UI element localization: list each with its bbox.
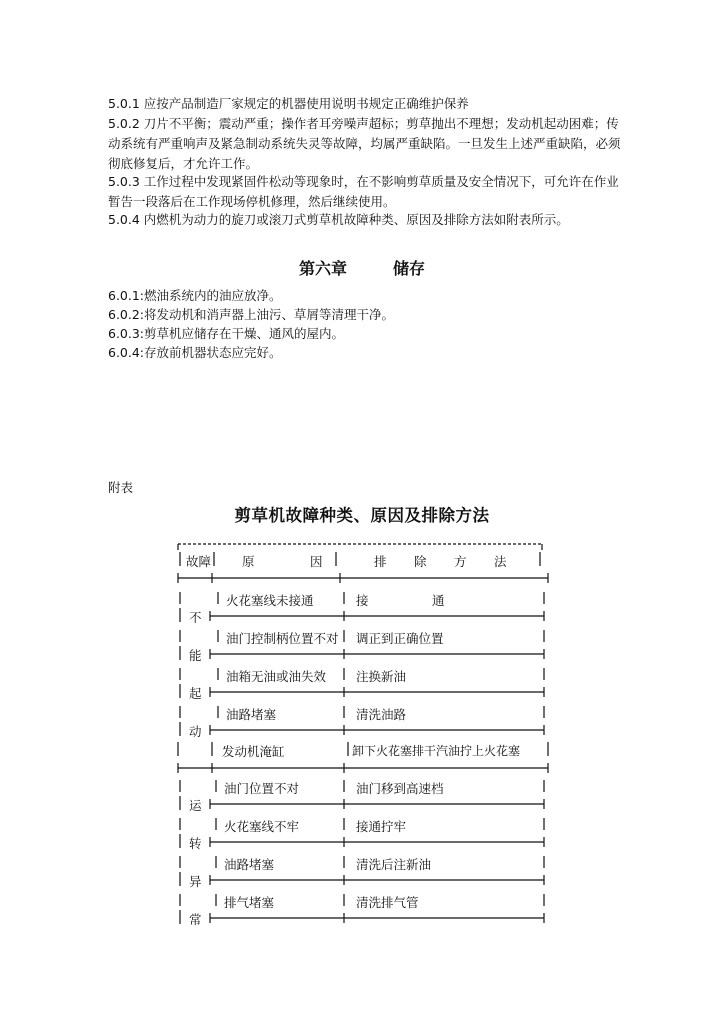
g2-row4-fix: 清洗排气管 — [356, 895, 419, 910]
storage-item-1: 6.0.1:燃油系统内的油应放净。 — [108, 288, 282, 303]
g1-row5-fix: 卸下火花塞排干汽油拧上火花塞 — [352, 744, 521, 758]
header-cause-char-1: 原 — [242, 554, 255, 569]
storage-item-4: 6.0.4:存放前机器状态应完好。 — [108, 345, 282, 360]
g1-row3-cause: 油箱无油或油失效 — [226, 669, 327, 684]
g2-row3-fix: 清洗后注新油 — [356, 857, 432, 872]
group2-char-4: 常 — [189, 912, 202, 927]
g1-row4-fix: 清洗油路 — [356, 707, 407, 722]
g1-row4-cause: 油路堵塞 — [226, 707, 277, 722]
g1-row1-fix-char-1: 接 — [356, 593, 369, 608]
g1-row2-fix: 调正到正确位置 — [356, 631, 444, 646]
g2-row4-cause: 排气堵塞 — [224, 895, 275, 910]
group1-char-1: 不 — [189, 610, 202, 625]
chapter-number: 第六章 — [298, 259, 347, 278]
fault-table — [176, 536, 550, 936]
group1-char-3: 起 — [189, 686, 202, 701]
group1-char-2: 能 — [189, 648, 202, 663]
paragraph-5-0-2: 5.0.2 刀片不平衡；震动严重；操作者耳旁噪声超标；剪草抛出不理想；发动机起动困难；传动系统有严重响声及紧急制动系统失灵等故障，均属严重缺陷。一旦发生上述严重缺陷，必须彻底修复后，才允许工作。 — [108, 116, 621, 171]
header-fix-char-4: 法 — [494, 554, 507, 569]
paragraph-5-0-4: 5.0.4 内燃机为动力的旋刀或滚刀式剪草机故障种类、原因及排除方法如附表所示。 — [108, 212, 569, 227]
g1-row5-cause: 发动机淹缸 — [222, 744, 285, 759]
g2-row1-fix: 油门移到高速档 — [356, 781, 444, 796]
header-cause-char-2: 因 — [310, 554, 323, 569]
table-title: 剪草机故障种类、原因及排除方法 — [234, 506, 490, 525]
g2-row1-cause: 油门位置不对 — [224, 781, 300, 796]
header-fix-char-2: 除 — [414, 554, 427, 569]
g1-row3-fix: 注换新油 — [356, 669, 407, 684]
header-fault: 故障 — [186, 554, 212, 569]
g1-row1-fix-char-2: 通 — [432, 593, 445, 608]
appendix-label: 附表 — [108, 480, 134, 495]
group2-char-3: 异 — [189, 874, 202, 889]
header-fix-char-3: 方 — [454, 554, 467, 569]
group2-char-1: 运 — [189, 798, 202, 813]
paragraph-5-0-1: 5.0.1 应按产品制造厂家规定的机器使用说明书规定正确维护保养 — [108, 96, 469, 111]
g1-row2-cause: 油门控制柄位置不对 — [226, 631, 339, 646]
g1-row1-cause: 火花塞线未接通 — [226, 593, 314, 608]
chapter-name: 储存 — [393, 259, 426, 278]
group1-char-4: 动 — [189, 724, 202, 739]
storage-item-3: 6.0.3:剪草机应储存在干燥、通风的屋内。 — [108, 326, 345, 341]
g2-row3-cause: 油路堵塞 — [224, 857, 275, 872]
header-fix-char-1: 排 — [374, 554, 387, 569]
g2-row2-fix: 接通拧牢 — [356, 819, 407, 834]
storage-item-2: 6.0.2:将发动机和消声器上油污、草屑等清理干净。 — [108, 307, 395, 322]
g2-row2-cause: 火花塞线不牢 — [224, 819, 300, 834]
paragraph-5-0-3: 5.0.3 工作过程中发现紧固件松动等现象时，在不影响剪草质量及安全情况下，可允许在作业暂告一段落后在工作现场停机修理，然后继续使用。 — [108, 174, 619, 209]
group2-char-2: 转 — [189, 836, 202, 851]
chapter-6-heading — [0, 256, 724, 279]
